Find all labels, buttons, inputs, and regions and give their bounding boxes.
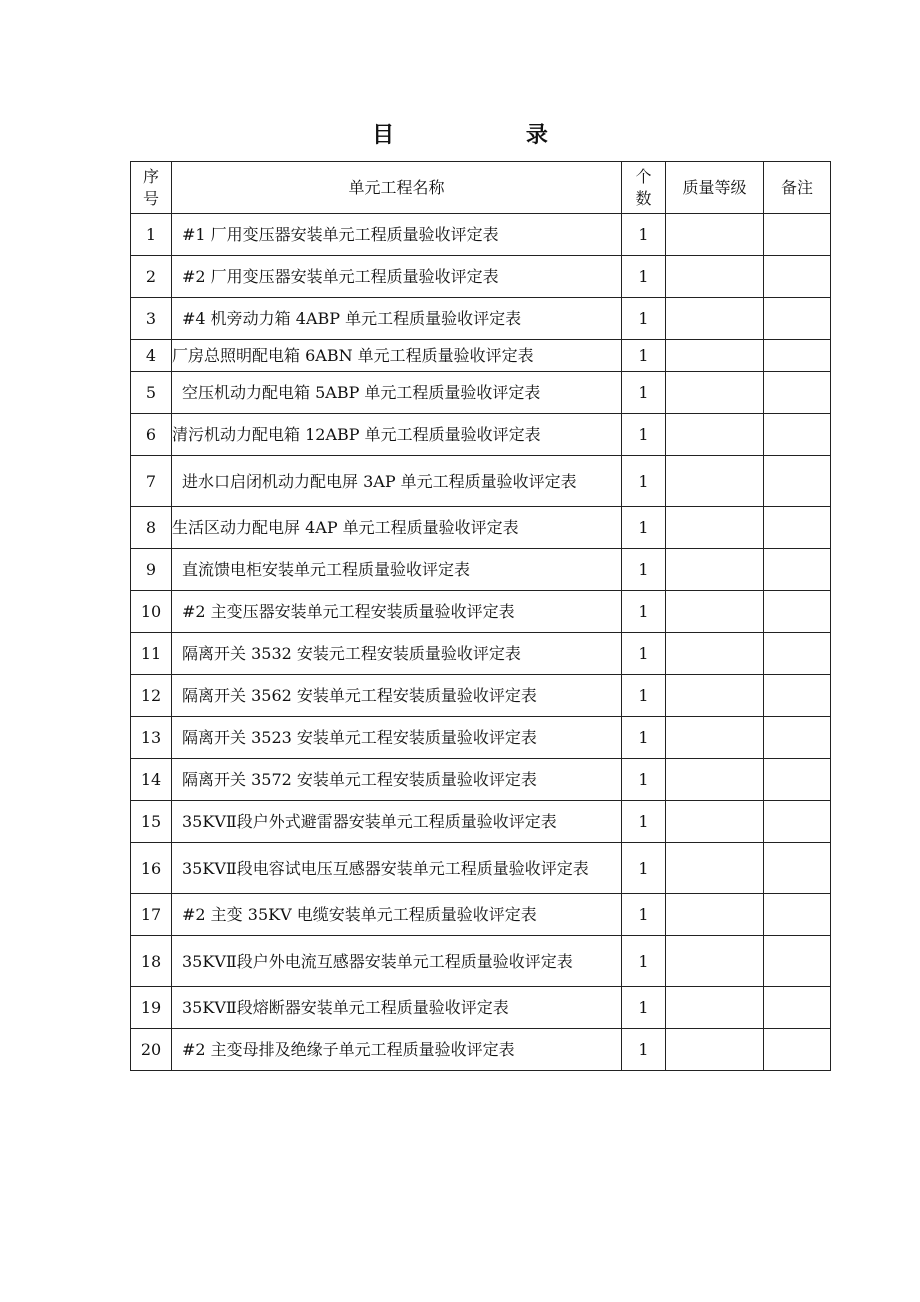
row-remark-cell [764, 298, 831, 340]
row-seq-cell: 10 [131, 591, 172, 633]
table-body [131, 214, 831, 1071]
row-count-cell: 1 [622, 507, 666, 549]
header-row [131, 162, 831, 214]
row-count-cell: 1 [622, 987, 666, 1029]
row-count-cell: 1 [622, 372, 666, 414]
table-row [131, 1029, 831, 1071]
row-remark-cell [764, 801, 831, 843]
row-count-cell: 1 [622, 1029, 666, 1071]
row-seq-cell: 4 [131, 340, 172, 372]
row-count-cell: 1 [622, 894, 666, 936]
row-name-cell: 35KVⅡ段户外式避雷器安装单元工程质量验收评定表 [172, 801, 622, 843]
row-count-cell: 1 [622, 298, 666, 340]
row-count-cell: 1 [622, 414, 666, 456]
row-grade-cell [666, 549, 764, 591]
table-row [131, 717, 831, 759]
row-grade-cell [666, 507, 764, 549]
table-row [131, 843, 831, 894]
row-remark-cell [764, 414, 831, 456]
header-grade: 质量等级 [666, 162, 764, 214]
row-remark-cell [764, 894, 831, 936]
row-name-cell: 隔离开关 3572 安装单元工程安装质量验收评定表 [172, 759, 622, 801]
row-name-cell: #2 厂用变压器安装单元工程质量验收评定表 [172, 256, 622, 298]
row-seq-cell: 18 [131, 936, 172, 987]
row-count-cell: 1 [622, 340, 666, 372]
row-grade-cell [666, 843, 764, 894]
table-row [131, 936, 831, 987]
table-row [131, 298, 831, 340]
row-name-cell: 空压机动力配电箱 5ABP 单元工程质量验收评定表 [172, 372, 622, 414]
row-remark-cell [764, 591, 831, 633]
table-row [131, 214, 831, 256]
row-remark-cell [764, 936, 831, 987]
row-count-cell: 1 [622, 549, 666, 591]
table-row [131, 340, 831, 372]
row-remark-cell [764, 549, 831, 591]
row-remark-cell [764, 372, 831, 414]
row-grade-cell [666, 759, 764, 801]
row-count-cell: 1 [622, 456, 666, 507]
row-grade-cell [666, 801, 764, 843]
row-seq-cell: 1 [131, 214, 172, 256]
table-row [131, 256, 831, 298]
table-row [131, 372, 831, 414]
row-count-cell: 1 [622, 759, 666, 801]
row-name-cell: 厂房总照明配电箱 6ABN 单元工程质量验收评定表 [172, 340, 622, 372]
row-remark-cell [764, 717, 831, 759]
row-name-cell: 隔离开关 3532 安装元工程安装质量验收评定表 [172, 633, 622, 675]
table-row [131, 591, 831, 633]
row-grade-cell [666, 717, 764, 759]
row-seq-cell: 17 [131, 894, 172, 936]
row-remark-cell [764, 843, 831, 894]
row-count-cell: 1 [622, 936, 666, 987]
row-count-cell: 1 [622, 717, 666, 759]
row-count-cell: 1 [622, 801, 666, 843]
row-remark-cell [764, 214, 831, 256]
table-row [131, 633, 831, 675]
row-seq-cell: 2 [131, 256, 172, 298]
row-remark-cell [764, 633, 831, 675]
row-count-cell: 1 [622, 591, 666, 633]
row-seq-cell: 7 [131, 456, 172, 507]
row-remark-cell [764, 987, 831, 1029]
table-row [131, 456, 831, 507]
header-count: 个数 [622, 162, 666, 214]
row-count-cell: 1 [622, 214, 666, 256]
row-count-cell: 1 [622, 675, 666, 717]
row-name-cell: 隔离开关 3562 安装单元工程安装质量验收评定表 [172, 675, 622, 717]
row-seq-cell: 8 [131, 507, 172, 549]
row-count-cell: 1 [622, 843, 666, 894]
row-seq-cell: 12 [131, 675, 172, 717]
row-name-cell: 35KVⅡ段户外电流互感器安装单元工程质量验收评定表 [172, 936, 622, 987]
row-grade-cell [666, 340, 764, 372]
table-row [131, 987, 831, 1029]
row-remark-cell [764, 340, 831, 372]
row-grade-cell [666, 414, 764, 456]
row-name-cell: #2 主变压器安装单元工程安装质量验收评定表 [172, 591, 622, 633]
row-name-cell: 进水口启闭机动力配电屏 3AP 单元工程质量验收评定表 [172, 456, 622, 507]
row-seq-cell: 9 [131, 549, 172, 591]
row-grade-cell [666, 298, 764, 340]
row-remark-cell [764, 507, 831, 549]
table-row [131, 549, 831, 591]
row-name-cell: 直流馈电柜安装单元工程质量验收评定表 [172, 549, 622, 591]
row-grade-cell [666, 256, 764, 298]
row-remark-cell [764, 256, 831, 298]
row-remark-cell [764, 456, 831, 507]
row-grade-cell [666, 591, 764, 633]
row-name-cell: 清污机动力配电箱 12ABP 单元工程质量验收评定表 [172, 414, 622, 456]
row-grade-cell [666, 987, 764, 1029]
header-seq: 序号 [131, 162, 172, 214]
row-name-cell: 生活区动力配电屏 4AP 单元工程质量验收评定表 [172, 507, 622, 549]
document-title: 目 录 [372, 123, 610, 148]
row-seq-cell: 6 [131, 414, 172, 456]
row-name-cell: 35KVⅡ段熔断器安装单元工程质量验收评定表 [172, 987, 622, 1029]
row-remark-cell [764, 675, 831, 717]
row-grade-cell [666, 1029, 764, 1071]
header-name: 单元工程名称 [172, 162, 622, 214]
table-row [131, 675, 831, 717]
row-name-cell: #2 主变 35KV 电缆安装单元工程质量验收评定表 [172, 894, 622, 936]
row-name-cell: #4 机旁动力箱 4ABP 单元工程质量验收评定表 [172, 298, 622, 340]
table-row [131, 801, 831, 843]
row-grade-cell [666, 456, 764, 507]
row-seq-cell: 11 [131, 633, 172, 675]
row-grade-cell [666, 894, 764, 936]
row-seq-cell: 14 [131, 759, 172, 801]
row-seq-cell: 20 [131, 1029, 172, 1071]
row-name-cell: #2 主变母排及绝缘子单元工程质量验收评定表 [172, 1029, 622, 1071]
row-grade-cell [666, 633, 764, 675]
row-count-cell: 1 [622, 633, 666, 675]
table-row [131, 759, 831, 801]
row-grade-cell [666, 214, 764, 256]
row-seq-cell: 16 [131, 843, 172, 894]
row-seq-cell: 5 [131, 372, 172, 414]
row-name-cell: 35KVⅡ段电容试电压互感器安装单元工程质量验收评定表 [172, 843, 622, 894]
row-remark-cell [764, 759, 831, 801]
row-grade-cell [666, 675, 764, 717]
row-name-cell: #1 厂用变压器安装单元工程质量验收评定表 [172, 214, 622, 256]
row-seq-cell: 19 [131, 987, 172, 1029]
table-row [131, 894, 831, 936]
row-count-cell: 1 [622, 256, 666, 298]
row-grade-cell [666, 936, 764, 987]
table-of-contents [130, 161, 831, 1071]
row-seq-cell: 15 [131, 801, 172, 843]
header-remark: 备注 [764, 162, 831, 214]
table-row [131, 414, 831, 456]
row-remark-cell [764, 1029, 831, 1071]
row-name-cell: 隔离开关 3523 安装单元工程安装质量验收评定表 [172, 717, 622, 759]
table-row [131, 507, 831, 549]
row-grade-cell [666, 372, 764, 414]
row-seq-cell: 13 [131, 717, 172, 759]
row-seq-cell: 3 [131, 298, 172, 340]
